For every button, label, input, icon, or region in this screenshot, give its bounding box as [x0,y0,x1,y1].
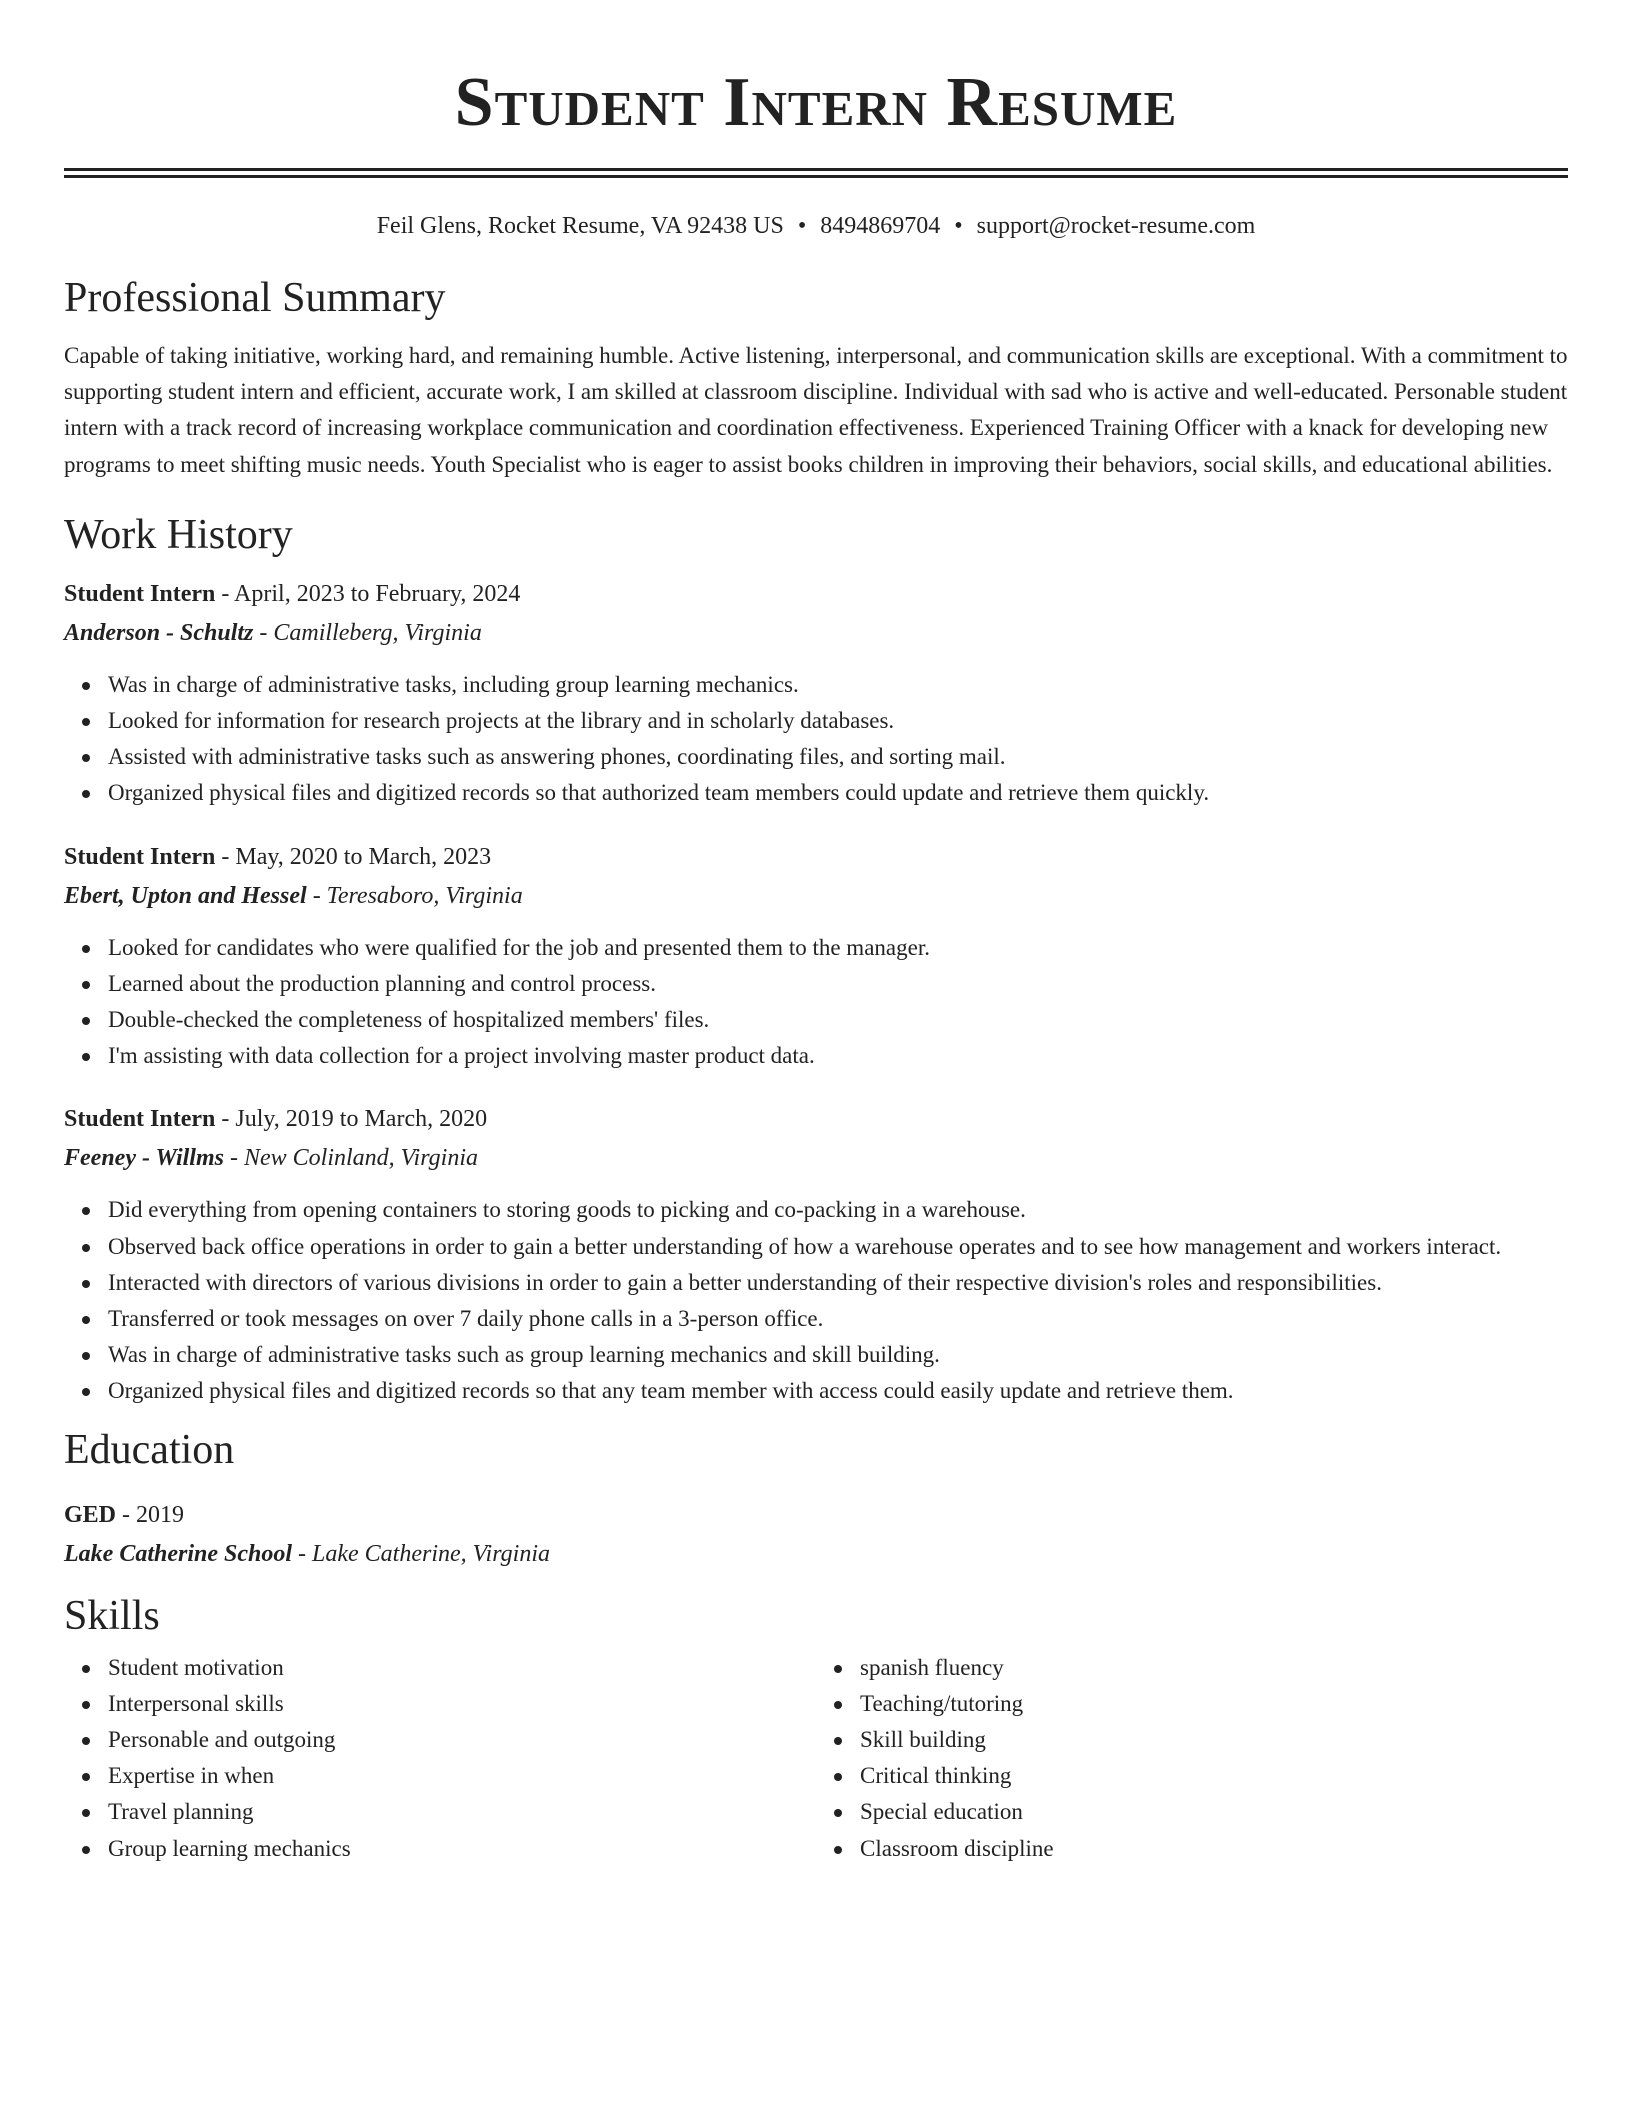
education-section [64,1424,1568,1574]
section-heading-education: Education [64,1426,235,1473]
job-title-line [64,838,1568,877]
section-heading-skills: Skills [64,1592,160,1639]
job-title-line [64,575,1568,614]
job-bullet: Organized physical files and digitized records so that authorized team members could update and retrieve them quickly. [108,775,1568,811]
job-bullet: Was in charge of administrative tasks, including group learning mechanics. [108,667,1568,703]
job-location: - Teresaboro, Virginia [306,882,523,909]
education-location: - Lake Catherine, Virginia [292,1540,550,1567]
job-company: Ebert, Upton and Hessel [64,882,307,909]
job-title: Student Intern [64,580,216,607]
job-bullet-list [64,1192,1568,1409]
contact-line [64,210,1568,242]
skills-list-left [64,1650,816,1867]
job-bullet: Looked for information for research projects at the library and in scholarly databases. [108,703,1568,739]
skill-item: Classroom discipline [860,1831,1568,1867]
education-entry [64,1496,1568,1574]
skill-item: Teaching/tutoring [860,1686,1568,1722]
contact-email: support@rocket-resume.com [976,213,1256,239]
job-entry [64,575,1568,812]
job-bullet: Did everything from opening containers to storing goods to picking and co-packing in a warehouse. [108,1192,1568,1228]
job-dates: - July, 2019 to March, 2020 [215,1106,488,1133]
job-company-line [64,1139,1568,1178]
skill-item: Travel planning [108,1794,816,1830]
job-company-line [64,877,1568,916]
job-bullet-list [64,930,1568,1075]
contact-separator: • [954,213,963,239]
job-location: - New Colinland, Virginia [223,1145,478,1172]
skills-grid [64,1650,1568,1867]
education-year: - 2019 [116,1501,185,1528]
job-bullet: I'm assisting with data collection for a project involving master product data. [108,1038,1568,1074]
skill-item: Student motivation [108,1650,816,1686]
job-bullet: Was in charge of administrative tasks such as group learning mechanics and skill building. [108,1337,1568,1373]
education-degree-line [64,1496,1568,1535]
skill-item: Expertise in when [108,1758,816,1794]
job-bullet: Assisted with administrative tasks such as answering phones, coordinating files, and sorting mail. [108,739,1568,775]
skill-item: Skill building [860,1722,1568,1758]
professional-summary-section [64,272,1568,483]
job-bullet: Organized physical files and digitized records so that any team member with access could easily update and retrieve them. [108,1373,1568,1409]
skill-item: Interpersonal skills [108,1686,816,1722]
section-heading-summary: Professional Summary [64,275,446,321]
job-entry [64,838,1568,1075]
section-heading-work-history: Work History [64,511,293,558]
skill-item: Special education [860,1794,1568,1830]
skills-list-right [816,1650,1568,1867]
job-dates: - April, 2023 to February, 2024 [215,580,521,607]
education-degree: GED [64,1501,117,1528]
job-bullet-list [64,667,1568,812]
job-title: Student Intern [64,1106,216,1133]
job-company: Anderson - Schultz [64,619,254,646]
contact-separator: • [797,213,807,239]
skill-item: Personable and outgoing [108,1722,816,1758]
skill-item: Group learning mechanics [108,1831,816,1867]
job-title-line [64,1100,1568,1139]
job-bullet: Interacted with directors of various divisions in order to gain a better understanding of their respective division's roles and responsibilities. [108,1265,1568,1301]
job-bullet: Looked for candidates who were qualified for the job and presented them to the manager. [108,930,1568,966]
job-bullet: Double-checked the completeness of hospitalized members' files. [108,1002,1568,1038]
job-entry [64,1100,1568,1409]
title-double-rule [64,168,1568,178]
job-bullet: Observed back office operations in order to gain a better understanding of how a warehouse operates and to see how management and workers interact. [108,1229,1568,1265]
skill-item: Critical thinking [860,1758,1568,1794]
skill-item: spanish fluency [860,1650,1568,1686]
summary-text: Capable of taking initiative, working hard, and remaining humble. Active listening, interpersonal, and communication skills are exceptional. With a commitment to supporting student intern and efficient, accurate work, I am skilled at classroom discipline. Individual with sad who is active and well-educated. Personable student intern with a track record of increasing workplace communication and coordination effectiveness. Experienced Training Officer with a knack for developing new programs to meet shifting music needs. Youth Specialist who is eager to assist books children in improving their behaviors, social skills, and educational abilities. [64,343,1568,477]
resume-title: Student Intern Resume [454,64,1178,141]
job-title: Student Intern [64,843,216,870]
job-company-line [64,614,1568,653]
skills-section [64,1590,1568,1867]
job-bullet: Learned about the production planning and control process. [108,966,1568,1002]
job-company: Feeney - Willms [64,1145,224,1172]
job-bullet: Transferred or took messages on over 7 daily phone calls in a 3-person office. [108,1301,1568,1337]
job-location: - Camilleberg, Virginia [253,619,482,646]
contact-address: Feil Glens, Rocket Resume, VA 92438 US [376,213,784,239]
education-school: Lake Catherine School [64,1540,293,1567]
job-dates: - May, 2020 to March, 2023 [215,843,492,870]
contact-phone: 8494869704 [820,213,941,239]
education-school-line [64,1535,1568,1574]
work-history-section [64,509,1568,1410]
